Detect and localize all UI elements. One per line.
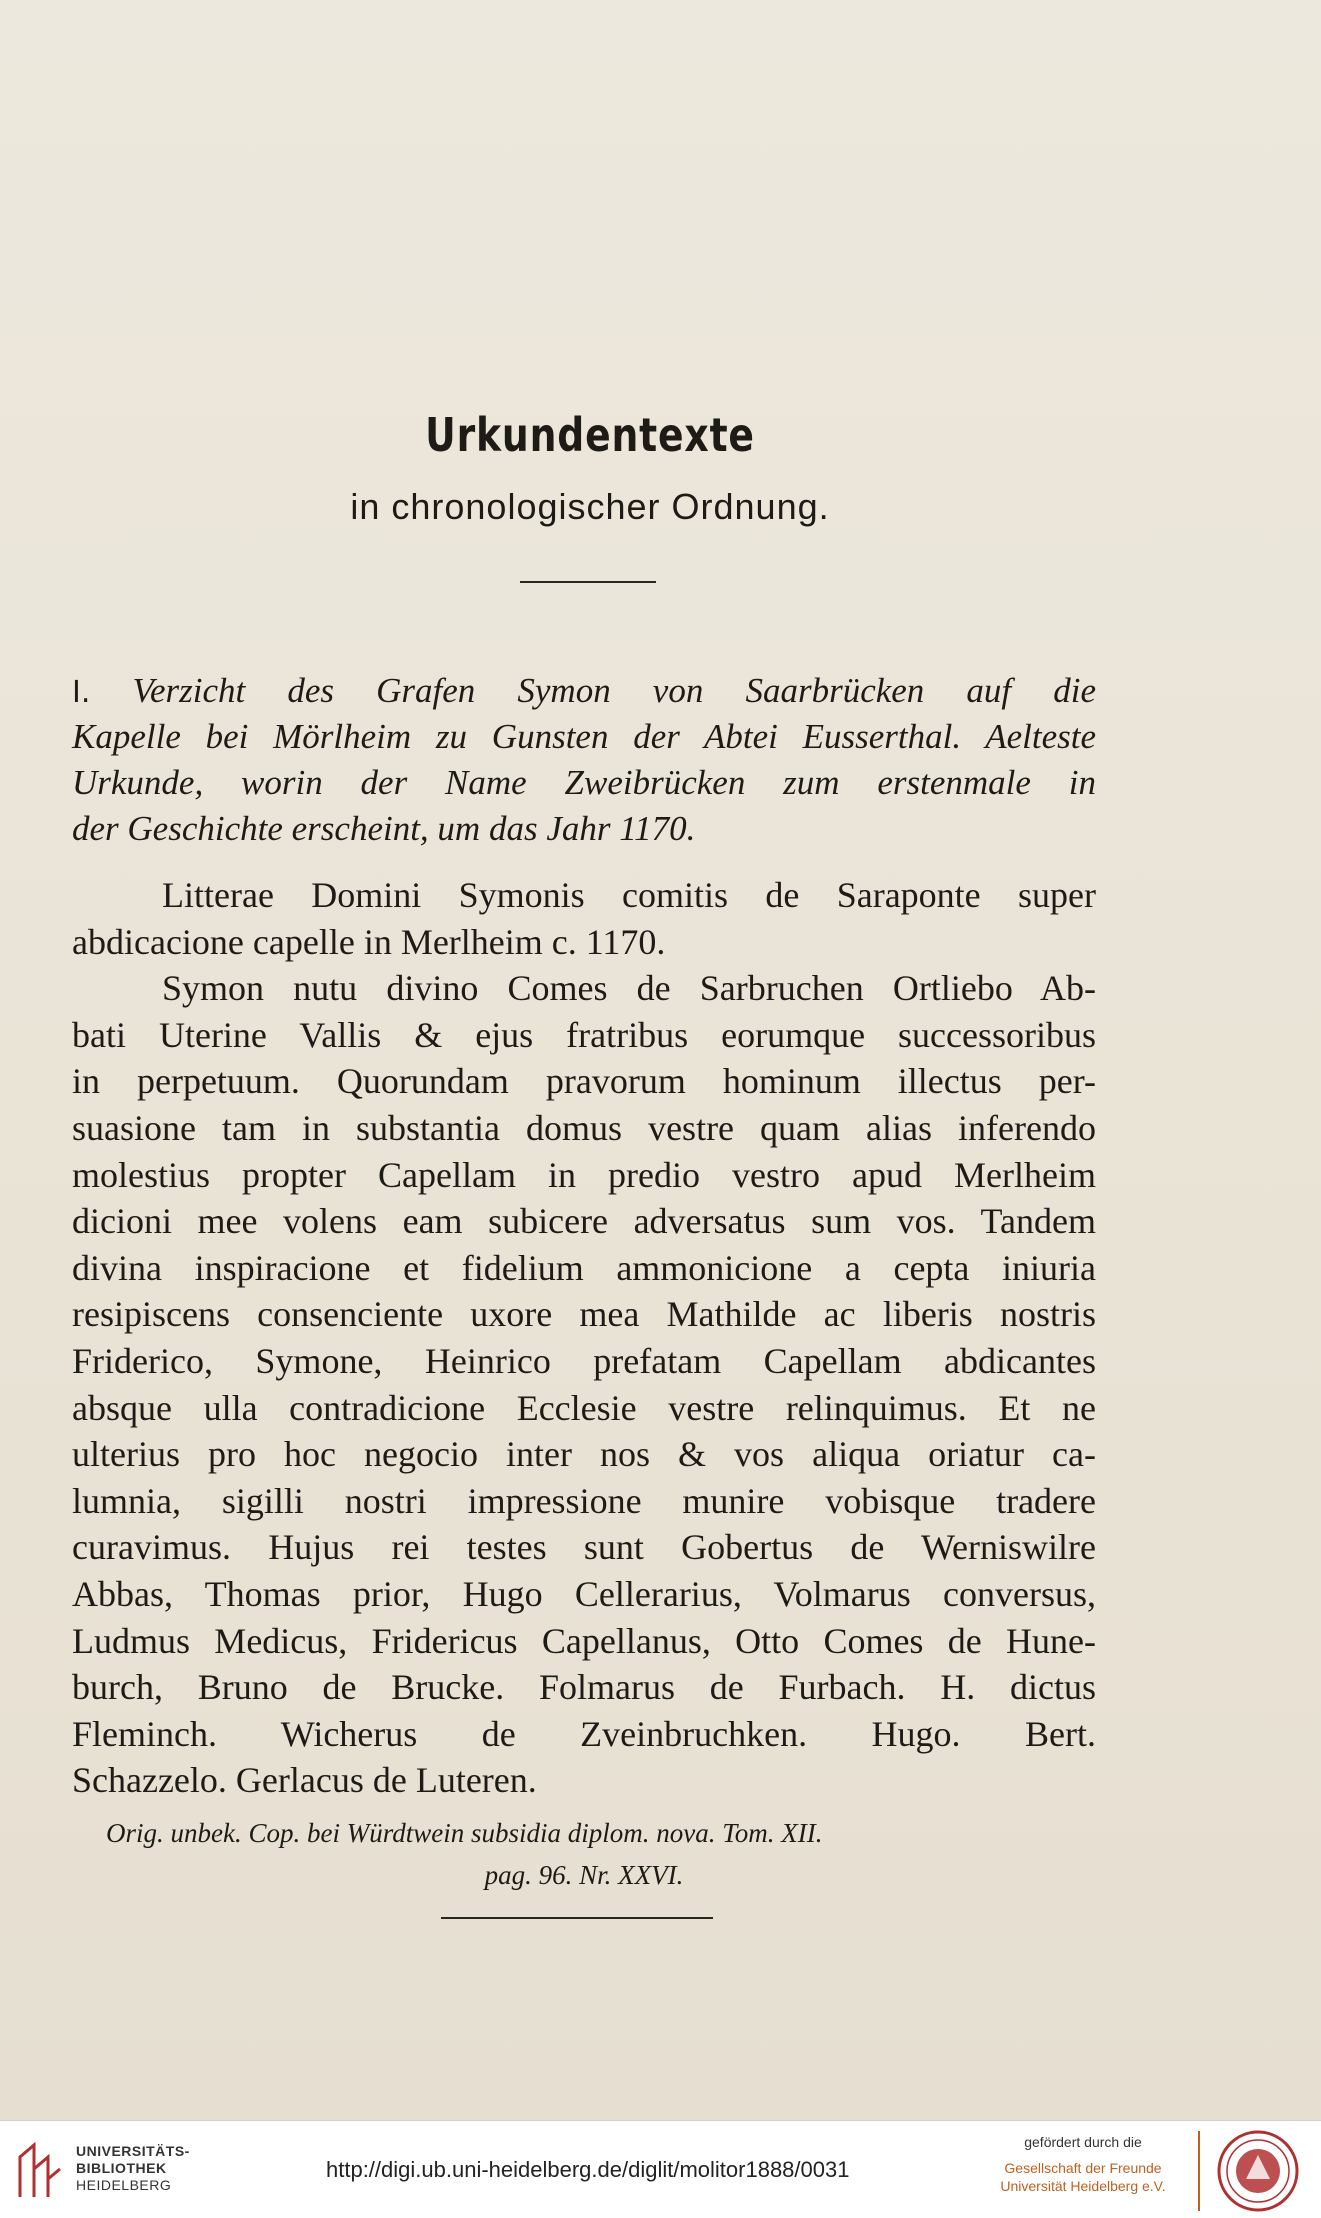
body-line: burch, Bruno de Brucke. Folmarus de Furbach. H. dictus xyxy=(72,1667,1096,1708)
body-line: Ludmus Medicus, Fridericus Capellanus, Otto Comes de Hune- xyxy=(72,1620,1096,1661)
body-line: Symon nutu divino Comes de Sarbruchen Ortliebo Ab- xyxy=(162,968,1096,1009)
source-citation xyxy=(72,1812,1096,1896)
body-line: curavimus. Hujus rei testes sunt Gobertus de Werniswilre xyxy=(72,1527,1096,1568)
digitization-footer xyxy=(0,2120,1321,2218)
university-seal-icon[interactable] xyxy=(1216,2129,1300,2213)
page-subtitle: in chronologischer Ordnung. xyxy=(350,486,830,527)
heading-line: I. Verzicht des Grafen Symon von Saarbrücken auf die xyxy=(72,671,1096,710)
body-line: dicioni mee volens eam subicere adversatus sum vos. Tandem xyxy=(72,1201,1096,1242)
body-line: lumnia, sigilli nostri impressione munire vobisque tradere xyxy=(72,1480,1096,1521)
body-line: suasione tam in substantia domus vestre quam alias inferendo xyxy=(72,1107,1096,1148)
body-line: Abbas, Thomas prior, Hugo Cellerarius, Volmarus conversus, xyxy=(72,1573,1096,1614)
permalink-url[interactable]: http://digi.ub.uni-heidelberg.de/diglit/molitor1888/0031 xyxy=(326,2157,850,2182)
footer-separator xyxy=(1198,2131,1200,2211)
body-line: in perpetuum. Quorundam pravorum hominum illectus per- xyxy=(72,1061,1096,1102)
body-line: abdicacione capelle in Merlheim c. 1170. xyxy=(72,921,666,962)
document-body xyxy=(72,872,1096,1804)
body-line: Friderico, Symone, Heinrico prefatam Capellam abdicantes xyxy=(72,1340,1096,1381)
body-line: divina inspiracione et fidelium ammonicione a cepta iniuria xyxy=(72,1247,1096,1288)
body-line: Schazzelo. Gerlacus de Luteren. xyxy=(72,1760,537,1801)
heading-line: der Geschichte erscheint, um das Jahr 1170. xyxy=(72,809,696,848)
library-logo-icon[interactable] xyxy=(14,2139,66,2201)
sponsor-org-line: Gesellschaft der Freunde xyxy=(1004,2160,1162,2176)
document-number: I. xyxy=(72,675,91,710)
heading-line: Urkunde, worin der Name Zweibrücken zum erstenmale in xyxy=(72,763,1096,802)
sponsor-by: gefördert durch die xyxy=(1024,2134,1142,2150)
library-name: UNIVERSITÄTS- BIBLIOTHEK HEIDELBERG xyxy=(76,2143,190,2193)
body-line: Litterae Domini Symonis comitis de Saraponte super xyxy=(162,875,1096,915)
body-line: bati Uterine Vallis & ejus fratribus eorumque successoribus xyxy=(72,1014,1096,1055)
body-line: resipiscens consenciente uxore mea Mathilde ac liberis nostris xyxy=(72,1294,1096,1335)
divider-bottom xyxy=(441,1917,713,1919)
sponsor-block xyxy=(973,2133,1193,2195)
body-line: absque ulla contradicione Ecclesie vestre relinquimus. Et ne xyxy=(72,1387,1096,1428)
divider-top xyxy=(520,581,656,583)
page-title: Urkundentexte xyxy=(425,408,755,462)
body-line: Fleminch. Wicherus de Zveinbruchken. Hugo. Bert. xyxy=(72,1713,1096,1754)
document-heading xyxy=(72,668,1096,852)
source-line-2: pag. 96. Nr. XXVI. xyxy=(484,1860,684,1890)
body-line: ulterius pro hoc negocio inter nos & vos aliqua oriatur ca- xyxy=(72,1434,1096,1475)
heading-line: Kapelle bei Mörlheim zu Gunsten der Abtei Eusserthal. Aelteste xyxy=(72,717,1096,756)
sponsor-org-line: Universität Heidelberg e.V. xyxy=(1000,2178,1166,2194)
source-line-1: Orig. unbek. Cop. bei Würdtwein subsidia diplom. nova. Tom. XII. xyxy=(106,1818,823,1848)
body-line: molestius propter Capellam in predio vestro apud Merlheim xyxy=(72,1154,1096,1195)
